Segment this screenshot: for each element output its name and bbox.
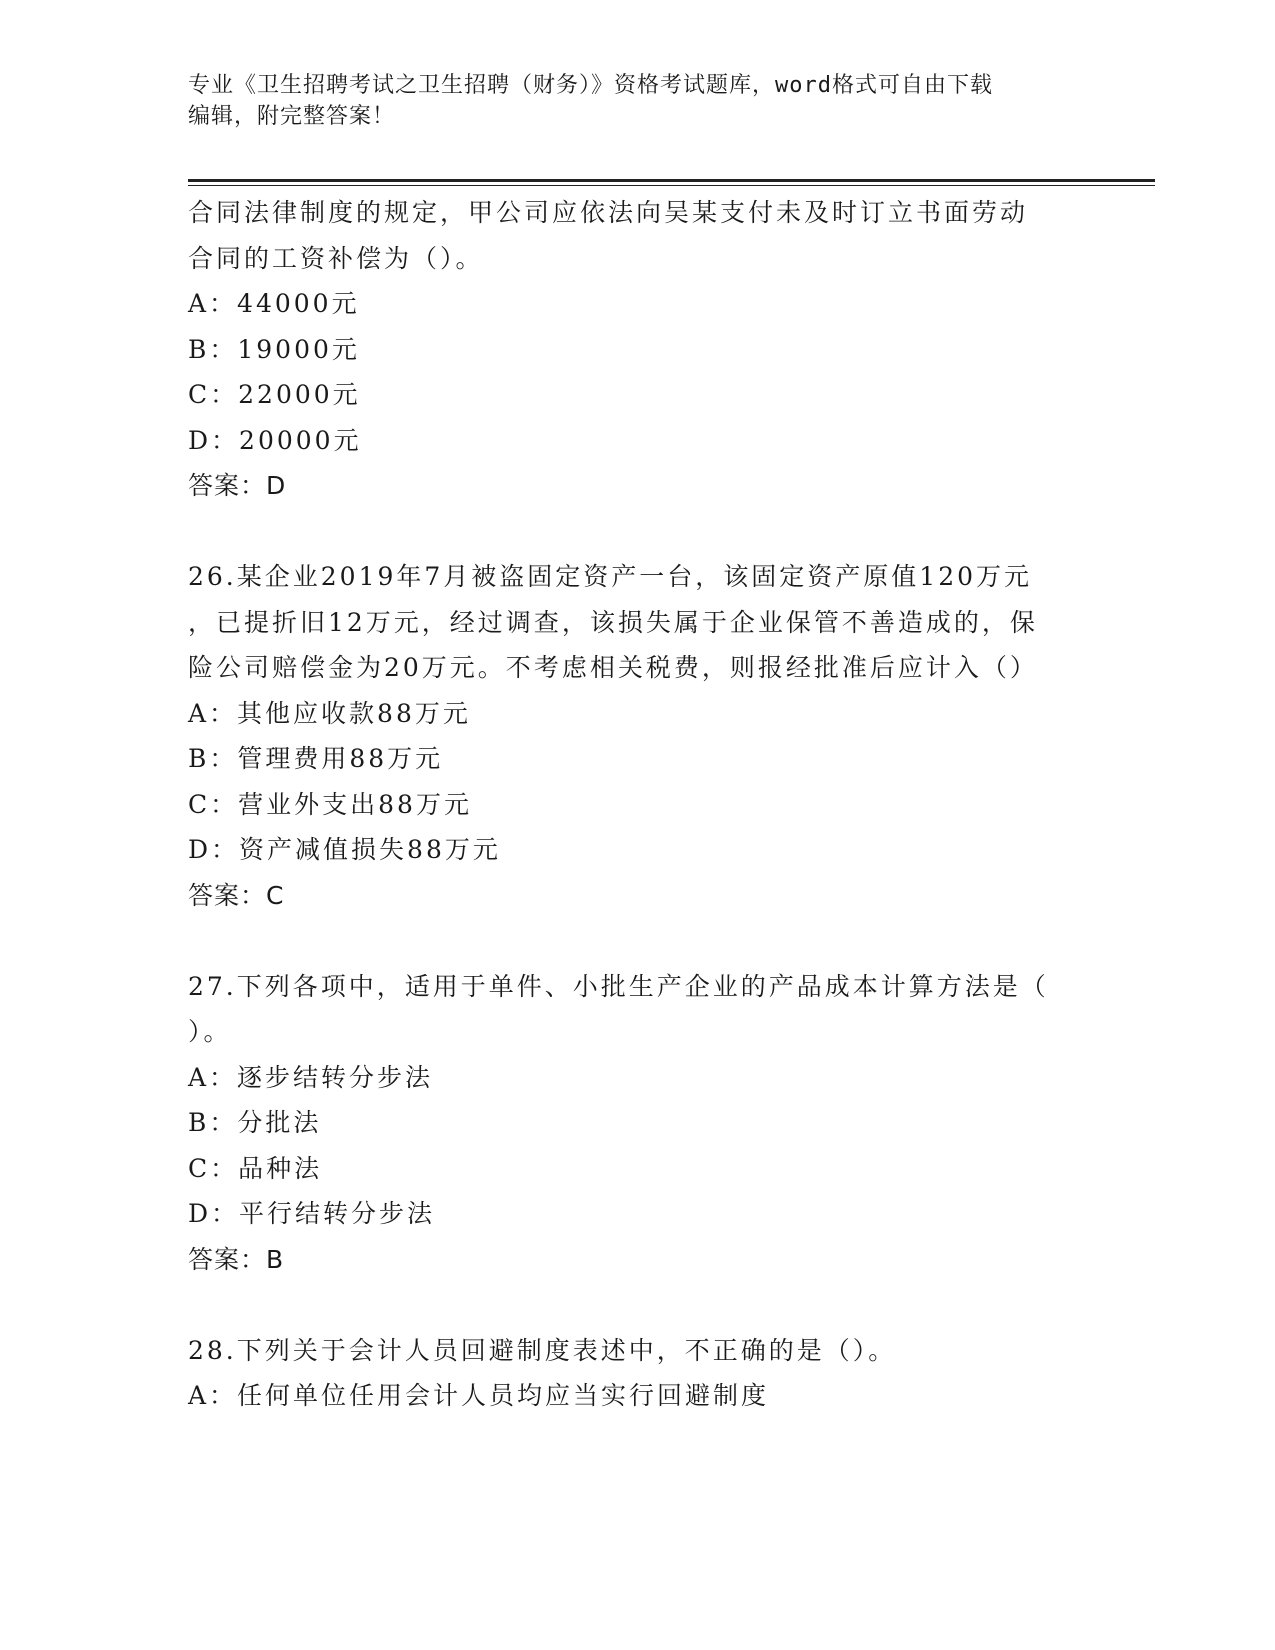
option-a: A：44000元	[188, 289, 360, 318]
header-divider-thin	[188, 185, 1155, 186]
question-25	[188, 190, 1088, 509]
question-text-line: ，已提折旧12万元，经过调查，该损失属于企业保管不善造成的，保	[188, 607, 1038, 637]
question-text-line: 险公司赔偿金为20万元。不考虑相关税费，则报经批准后应计入（）	[188, 653, 1038, 682]
header-line-2: 编辑，附完整答案！	[188, 104, 396, 129]
question-28	[188, 1328, 1088, 1419]
document-header	[188, 70, 1068, 132]
question-text-line: 27.下列各项中，适用于单件、小批生产企业的产品成本计算方法是（	[188, 971, 1049, 1001]
answer-line: 答案：C	[188, 880, 285, 910]
option-a: A：逐步结转分步法	[188, 1062, 434, 1092]
spacer	[188, 1282, 1088, 1328]
option-c: C：品种法	[188, 1153, 323, 1183]
question-text-line: 28.下列关于会计人员回避制度表述中，不正确的是（）。	[188, 1335, 897, 1365]
question-text-line: 合同的工资补偿为（）。	[188, 243, 484, 273]
answer-line: 答案：D	[188, 471, 287, 500]
question-text-line: 26.某企业2019年7月被盗固定资产一台，该固定资产原值120万元	[188, 562, 1033, 591]
option-a: A：任何单位任用会计人员均应当实行回避制度	[188, 1381, 770, 1410]
option-a: A：其他应收款88万元	[188, 698, 471, 728]
question-content	[188, 190, 1088, 1419]
spacer	[188, 509, 1088, 555]
option-b: B：分批法	[188, 1108, 322, 1137]
option-b: B：19000元	[188, 334, 360, 364]
option-d: D：资产减值损失88万元	[188, 835, 501, 864]
question-text-line: 合同法律制度的规定，甲公司应依法向吴某支付未及时订立书面劳动	[188, 198, 1029, 227]
header-line-1: 专业《卫生招聘考试之卫生招聘（财务）》资格考试题库，word格式可自由下载	[188, 73, 993, 98]
option-d: D：20000元	[188, 425, 362, 455]
option-d: D：平行结转分步法	[188, 1199, 436, 1228]
question-27	[188, 964, 1088, 1283]
option-b: B：管理费用88万元	[188, 744, 444, 773]
spacer	[188, 918, 1088, 964]
option-c: C：营业外支出88万元	[188, 789, 472, 819]
option-c: C：22000元	[188, 380, 361, 409]
question-26	[188, 554, 1088, 918]
question-text-line: ）。	[188, 1017, 232, 1046]
answer-line: 答案：B	[188, 1244, 285, 1274]
header-divider-thick	[188, 179, 1155, 182]
